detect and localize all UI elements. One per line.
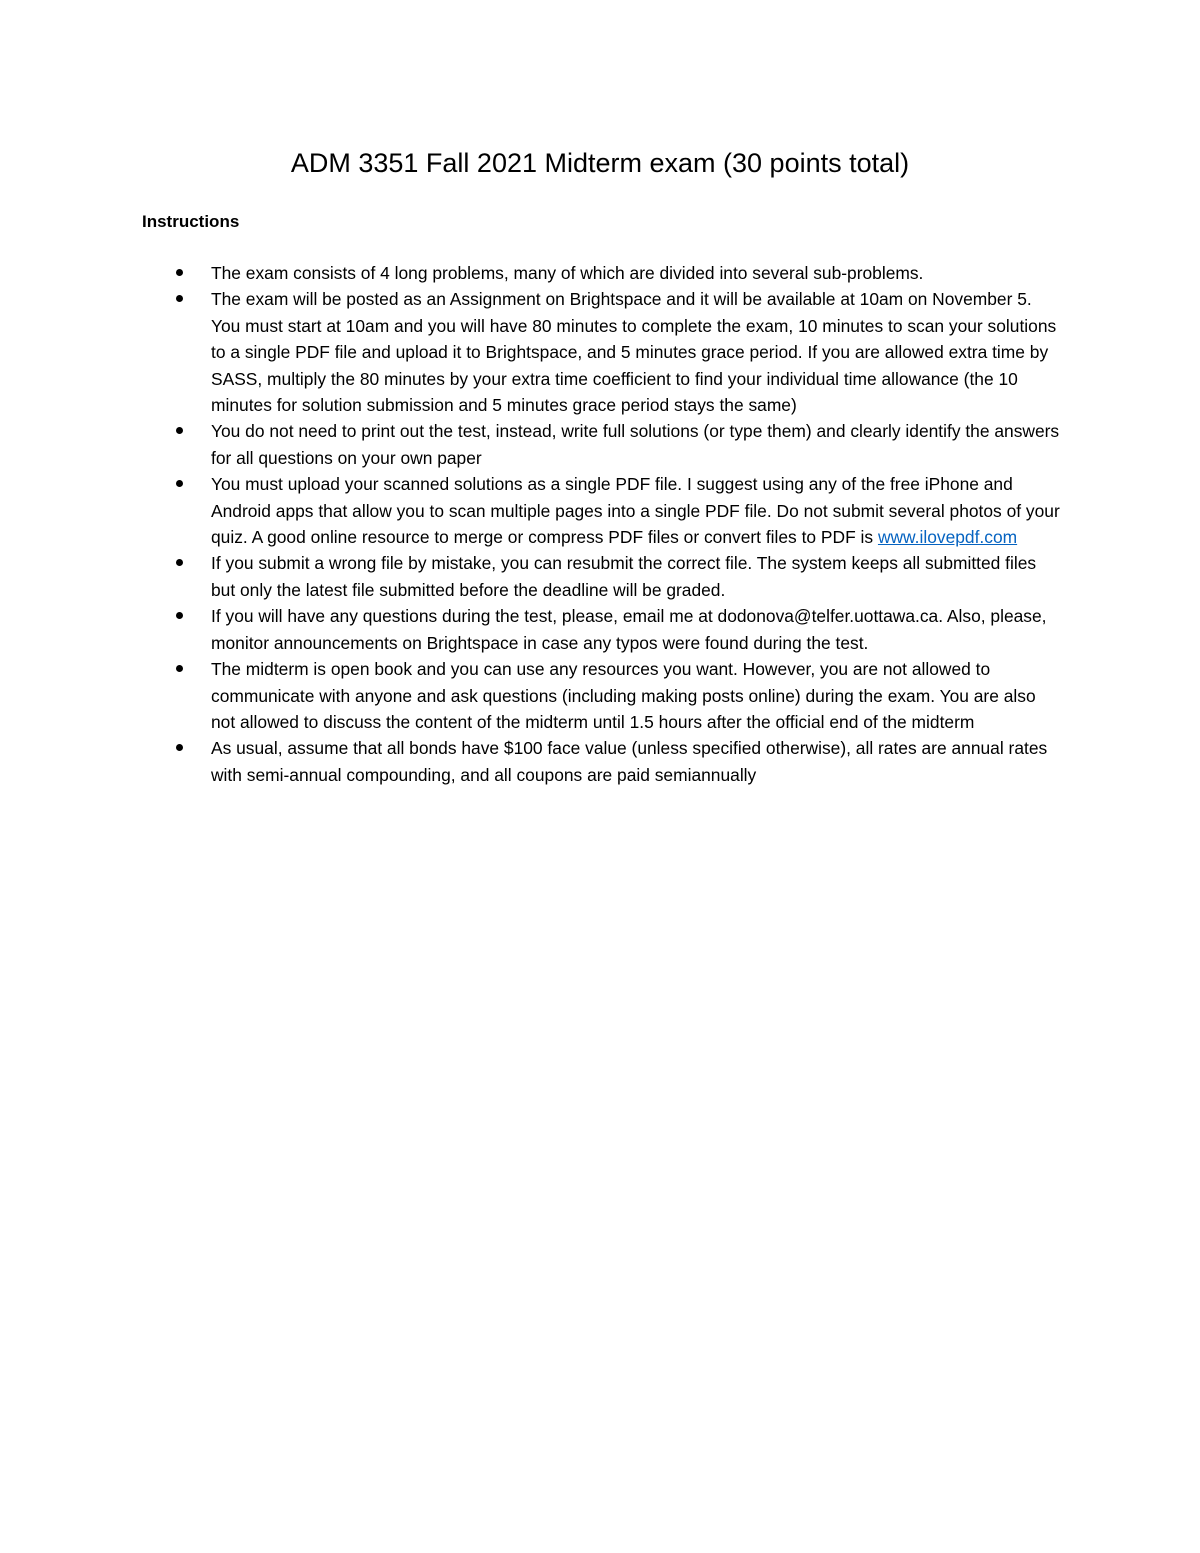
- bullet-icon: [176, 427, 183, 434]
- page-title: ADM 3351 Fall 2021 Midterm exam (30 points total): [290, 148, 910, 178]
- section-heading-instructions: Instructions: [142, 212, 240, 231]
- list-item-text: The midterm is open book and you can use any resources you want. However, you are not allowed to communicate with anyone and ask questions (including making posts online) during the exam. You are also not allowed to discuss the content of the midterm until 1.5 hours after the official end of the midterm: [211, 659, 1036, 732]
- bullet-icon: [176, 612, 183, 619]
- list-item: [0, 735, 1200, 788]
- bullet-icon: [176, 665, 183, 672]
- bullet-icon: [176, 295, 183, 302]
- list-item-text: You do not need to print out the test, instead, write full solutions (or type them) and clearly identify the answers for all questions on your own paper: [211, 421, 1060, 468]
- bullet-icon: [176, 559, 183, 566]
- list-item-text: As usual, assume that all bonds have $100 face value (unless specified otherwise), all rates are annual rates with semi-annual compounding, and all coupons are paid semiannually: [211, 738, 1048, 785]
- bullet-icon: [176, 269, 183, 276]
- list-item-text: If you submit a wrong file by mistake, you can resubmit the correct file. The system keeps all submitted files but only the latest file submitted before the deadline will be graded.: [211, 553, 1037, 600]
- bullet-icon: [176, 480, 183, 487]
- list-item: [0, 286, 1200, 418]
- instructions-list: [0, 260, 1200, 788]
- list-item: [0, 260, 1200, 286]
- list-item-text: The exam will be posted as an Assignment on Brightspace and it will be available at 10am on November 5. You must start at 10am and you will have 80 minutes to complete the exam, 10 minutes to scan your solutions to a single PDF file and upload it to Brightspace, and 5 minutes grace period. If you are allowed extra time by SASS, multiply the 80 minutes by your extra time coefficient to find your individual time allowance (the 10 minutes for solution submission and 5 minutes grace period stays the same): [211, 289, 1057, 416]
- list-item: [0, 656, 1200, 735]
- list-item-text: The exam consists of 4 long problems, many of which are divided into several sub-problems.: [211, 263, 924, 283]
- list-item: [0, 603, 1200, 656]
- list-item-text: If you will have any questions during the test, please, email me at dodonova@telfer.uottawa.ca. Also, please, monitor announcements on Brightspace in case any typos were found during the test.: [211, 606, 1047, 653]
- list-item: [0, 418, 1200, 471]
- list-item: [0, 550, 1200, 603]
- list-item-text-body: You must upload your scanned solutions as a single PDF file. I suggest using any of the free iPhone and Android apps that allow you to scan multiple pages into a single PDF file. Do not submit several photos of your quiz. A good online resource to merge or compress PDF files or convert files to PDF is: [211, 474, 1060, 548]
- list-item-text: [211, 471, 1060, 550]
- ilovepdf-link[interactable]: www.ilovepdf.com: [877, 527, 1018, 548]
- bullet-icon: [176, 744, 183, 751]
- list-item: [0, 471, 1200, 550]
